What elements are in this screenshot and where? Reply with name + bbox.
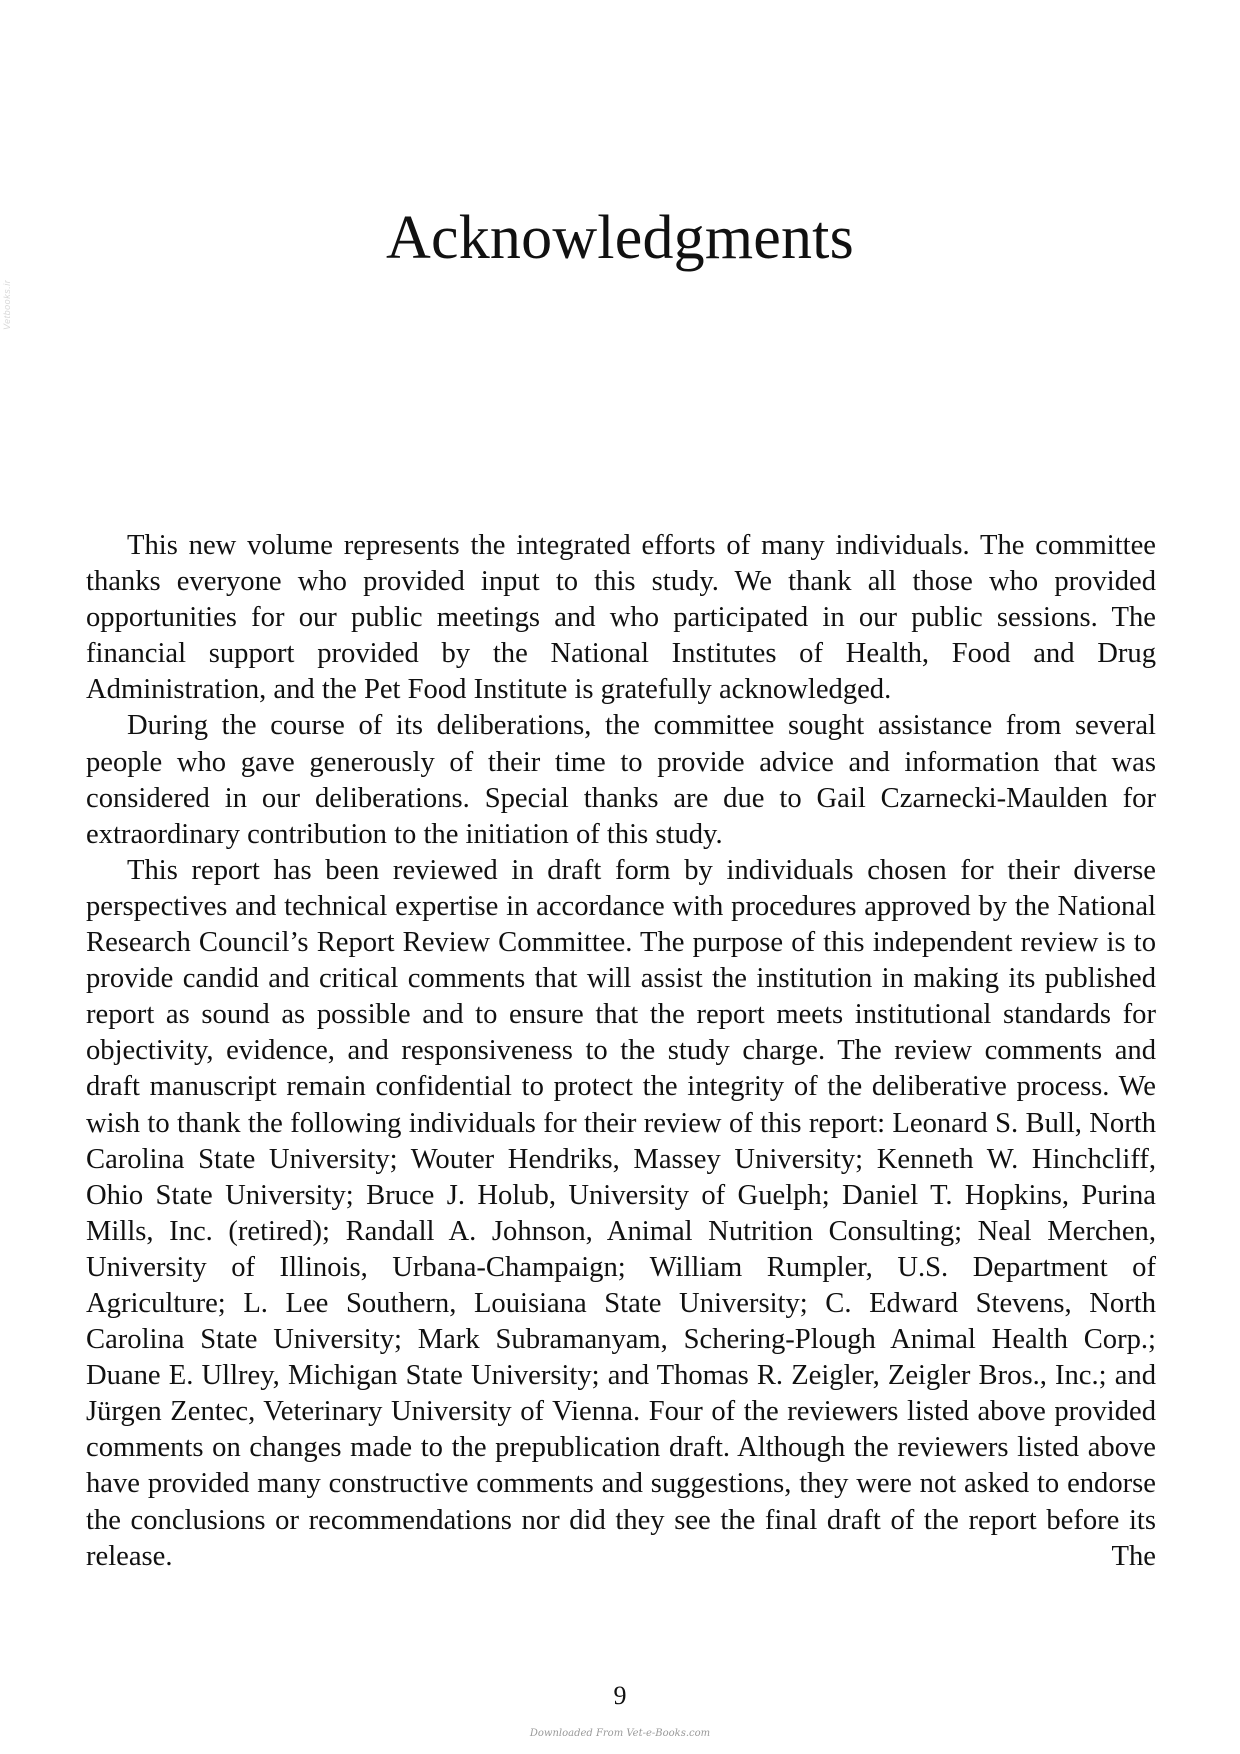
footer-watermark: Downloaded From Vet-e-Books.com [529,1728,711,1739]
page-title: Acknowledgments [386,204,854,272]
side-watermark: Vetbooks.ir [2,279,12,330]
page-number: 9 [613,1681,627,1710]
paragraph-review: This report has been reviewed in draft form by individuals chosen for their diverse perspectives and technical expertise in accordance with procedures approved by the National Research Council’s Report Review Committee. The purpose of this independent review is to provide candid and critical comments that will assist the institution in making its published report as sound as possible and to ensure that the report meets institutional standards for objectivity, evidence, and responsiveness to the study charge. The review comments and draft manuscript remain confidential to protect the integrity of the deliberative process. We wish to thank the following individuals for their review of this report: Leonard S. Bull, North Carolina State University; Wouter Hendriks, Massey University; Kenneth W. Hinchcliff, Ohio State University; Bruce J. Holub, University of Guelph; Daniel T. Hopkins, Purina Mills, Inc. (retired); Randall A. Johnson, Animal Nutrition Consulting; Neal Merchen, University of Illinois, Urbana-Champaign; William Rumpler, U.S. Department of Agriculture; L. Lee Southern, Louisiana State University; C. Edward Stevens, North Carolina State University; Mark Subramanyam, Schering-Plough Animal Health Corp.; Duane E. Ullrey, Michigan State University; and Thomas R. Zeigler, Zeigler Bros., Inc.; and Jürgen Zentec, Veterinary University of Vienna. Four of the reviewers listed above provided comments on changes made to the prepublication draft. Although the reviewers listed above have provided many constructive comments and suggestions, they were not asked to endorse the conclusions or recommendations nor did they see the final draft of the report before its release. The [86,854,1156,1572]
body-text [86,528,1156,1575]
paragraph-assistance: During the course of its deliberations, the committee sought assistance from several people who gave generously of their time to provide advice and information that was considered in our deliberations. Special thanks are due to Gail Czarnecki-Maulden for extraordinary contribution to the initiation of this study. [86,710,1156,850]
paragraph-intro: This new volume represents the integrated efforts of many individuals. The committee thanks everyone who provided input to this study. We thank all those who provided opportunities for our public meetings and who participated in our public sessions. The financial support provided by the National Institutes of Health, Food and Drug Administration, and the Pet Food Institute is gratefully acknowledged. [86,530,1156,706]
